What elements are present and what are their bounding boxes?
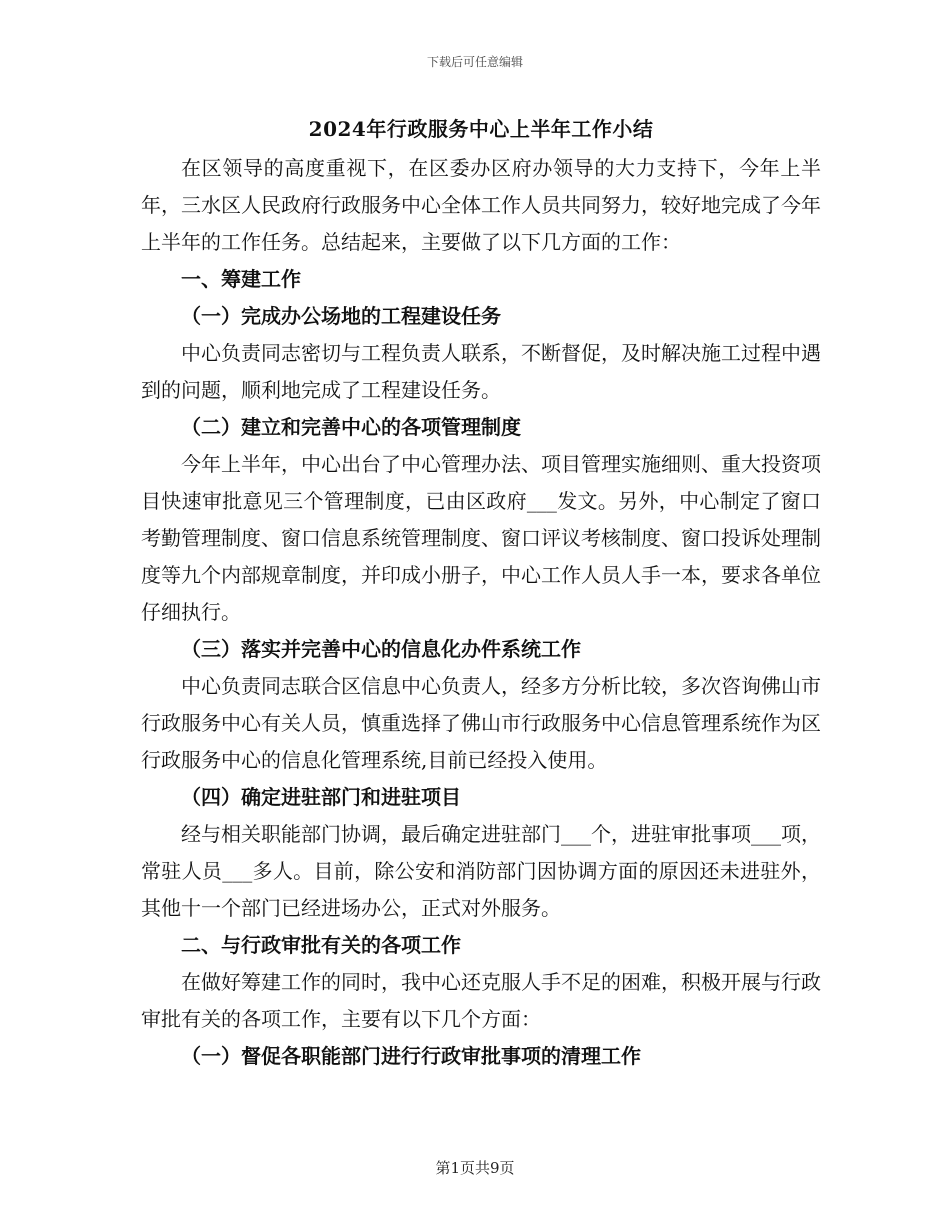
section-1-sub-1-body: 中心负责同志密切与工程负责人联系，不断督促，及时解决施工过程中遇到的问题，顺利地完成了工程建设任务。	[141, 341, 821, 402]
section-2-sub-1-heading: （一）督促各职能部门进行行政审批事项的清理工作	[181, 1044, 641, 1068]
header-note: 下载后可任意编辑	[426, 55, 523, 69]
section-2-heading: 二、与行政审批有关的各项工作	[181, 933, 461, 957]
section-1-sub-4-body: 经与相关职能部门协调，最后确定进驻部门___个，进驻审批事项___项，常驻人员___多人。目前，除公安和消防部门因协调方面的原因还未进驻外，其他十一个部门已经进场办公，正式对外服务。	[141, 822, 821, 920]
section-1-heading: 一、筹建工作	[181, 267, 301, 291]
document-title: 2024年行政服务中心上半年工作小结	[308, 117, 654, 141]
section-1-sub-4-heading: （四）确定进驻部门和进驻项目	[181, 785, 461, 809]
section-1-sub-2-heading: （二）建立和完善中心的各项管理制度	[181, 415, 521, 439]
section-1-sub-2-body: 今年上半年，中心出台了中心管理办法、项目管理实施细则、重大投资项目快速审批意见三个管理制度，已由区政府___发文。另外，中心制定了窗口考勤管理制度、窗口信息系统管理制度、窗口评议考核制度、窗口投诉处理制度等九个内部规章制度，并印成小册子，中心工作人员人手一本，要求各单位仔细执行。	[141, 452, 821, 624]
section-1-sub-3-body: 中心负责同志联合区信息中心负责人，经多方分析比较，多次咨询佛山市行政服务中心有关人员，慎重选择了佛山市行政服务中心信息管理系统作为区行政服务中心的信息化管理系统,目前已经投入使用。	[141, 674, 821, 772]
page-indicator: 第1页共9页	[435, 1159, 515, 1177]
section-1-sub-3-heading: （三）落实并完善中心的信息化办件系统工作	[181, 637, 581, 661]
intro-paragraph: 在区领导的高度重视下，在区委办区府办领导的大力支持下，今年上半年，三水区人民政府行政服务中心全体工作人员共同努力，较好地完成了今年上半年的工作任务。总结起来，主要做了以下几方面的工作：	[141, 156, 821, 254]
section-2-body: 在做好筹建工作的同时，我中心还克服人手不足的困难，积极开展与行政审批有关的各项工作，主要有以下几个方面：	[141, 970, 821, 1031]
document-body	[141, 114, 821, 1075]
section-1-sub-1-heading: （一）完成办公场地的工程建设任务	[181, 304, 501, 328]
